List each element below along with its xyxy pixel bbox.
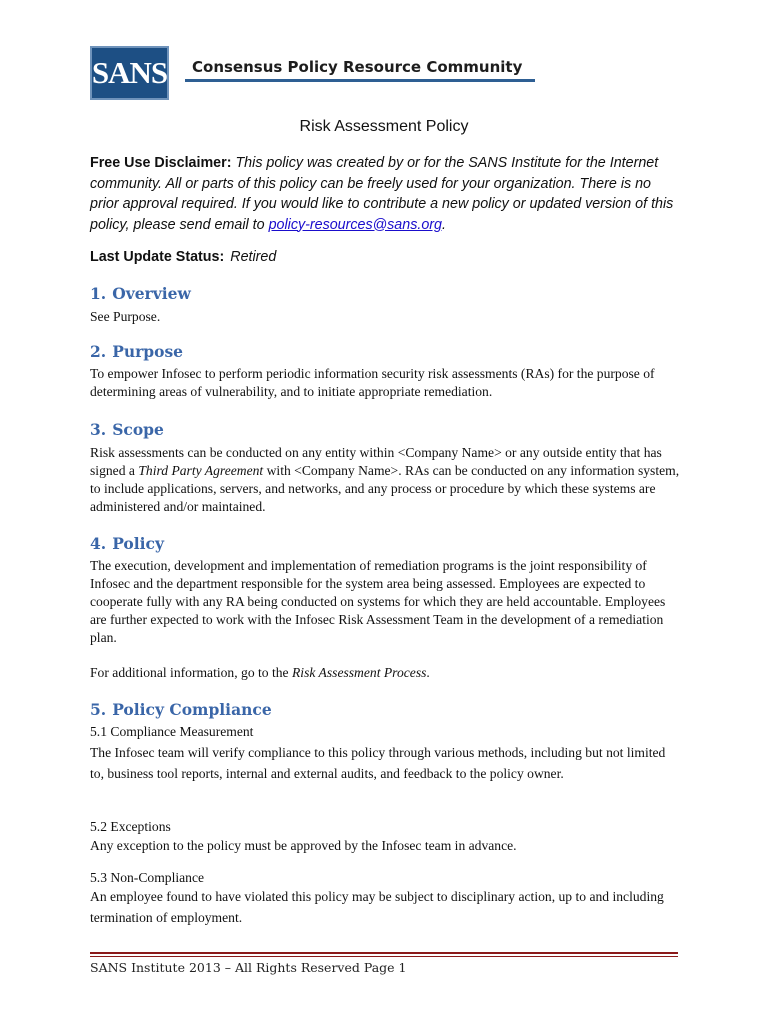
email-link[interactable]: policy-resources@sans.org (268, 216, 442, 233)
noncompliance-text: An employee found to have violated this policy may be subject to disciplinary action, up to and including termination of employment. (90, 889, 664, 925)
heading-text: Policy (112, 534, 164, 553)
heading-text: Scope (112, 420, 164, 439)
subheading-measurement: 5.1 Compliance Measurement (90, 724, 254, 739)
footer-rule (90, 952, 678, 954)
heading-text: Overview (112, 284, 191, 303)
sans-logo: SANS (90, 46, 169, 100)
disclaimer-text: This policy was created by or for the SANS Institute for the Internet community. All or parts of this policy can be freely used for your organization. There is no prior approval required. If you would like to contribute a new policy or updated version of this policy, please send email to (90, 155, 674, 233)
page-title: Risk Assessment Policy (299, 118, 469, 135)
update-status (90, 249, 276, 265)
policy-info-a: For additional information, go to the (90, 665, 289, 680)
heading-number: 2. (90, 342, 107, 361)
footer-rule-thin (90, 956, 678, 957)
measurement-text: The Infosec team will verify compliance to this policy through various methods, including but not limited to, business tool reports, internal and external audits, and feedback to the policy owner. (90, 745, 666, 781)
community-title: Consensus Policy Resource Community (192, 58, 523, 76)
heading-number: 4. (90, 534, 107, 553)
heading-compliance (90, 700, 272, 719)
heading-text: Purpose (112, 342, 184, 361)
scope-text-a: Risk assessments can be conducted on any entity within <Company Name> or any outside entity that has signed a (90, 445, 662, 478)
policy-info (90, 664, 680, 682)
heading-number: 5. (90, 700, 107, 719)
scope-text-b: with <Company Name>. RAs can be conducted on any information system, to include applications, servers, and networks, and any process or procedure by which these systems are administered and/or maintained. (90, 463, 680, 514)
heading-text: Policy Compliance (112, 700, 272, 719)
status-label: Last Update Status: (90, 249, 225, 265)
policy-info-b: . (426, 665, 430, 680)
exceptions-text: Any exception to the policy must be approved by the Infosec team in advance. (90, 838, 517, 853)
header-underline (185, 79, 535, 82)
heading-number: 3. (90, 420, 107, 439)
heading-overview (90, 284, 191, 303)
disclaimer (90, 153, 680, 235)
scope-italic: Third Party Agreement (138, 463, 264, 478)
policy-text: The execution, development and implementation of remediation programs is the joint responsibility of Infosec and the department responsible for the system area being assessed. Employees are expected to cooperate fully with any RA being conducted on systems for which they are held accountable. Employees are further expected to work with the Infosec Risk Assessment Team in the development of a remediation plan. (90, 558, 666, 645)
page-footer: SANS Institute 2013 – All Rights Reserved Page 1 (90, 960, 407, 975)
subheading-noncompliance: 5.3 Non-Compliance (90, 870, 205, 885)
overview-text: See Purpose. (90, 309, 161, 324)
disclaimer-label: Free Use Disclaimer: (90, 155, 232, 171)
heading-purpose (90, 342, 183, 361)
process-reference: Risk Assessment Process (292, 665, 427, 680)
subheading-exceptions: 5.2 Exceptions (90, 819, 171, 834)
heading-policy (90, 534, 164, 553)
status-value: Retired (230, 249, 277, 265)
scope-text (90, 444, 680, 516)
purpose-text: To empower Infosec to perform periodic information security risk assessments (RAs) for the purpose of determining areas of vulnerability, and to initiate appropriate remediation. (90, 366, 655, 399)
heading-number: 1. (90, 284, 107, 303)
heading-scope (90, 420, 164, 439)
disclaimer-end: . (442, 216, 446, 233)
